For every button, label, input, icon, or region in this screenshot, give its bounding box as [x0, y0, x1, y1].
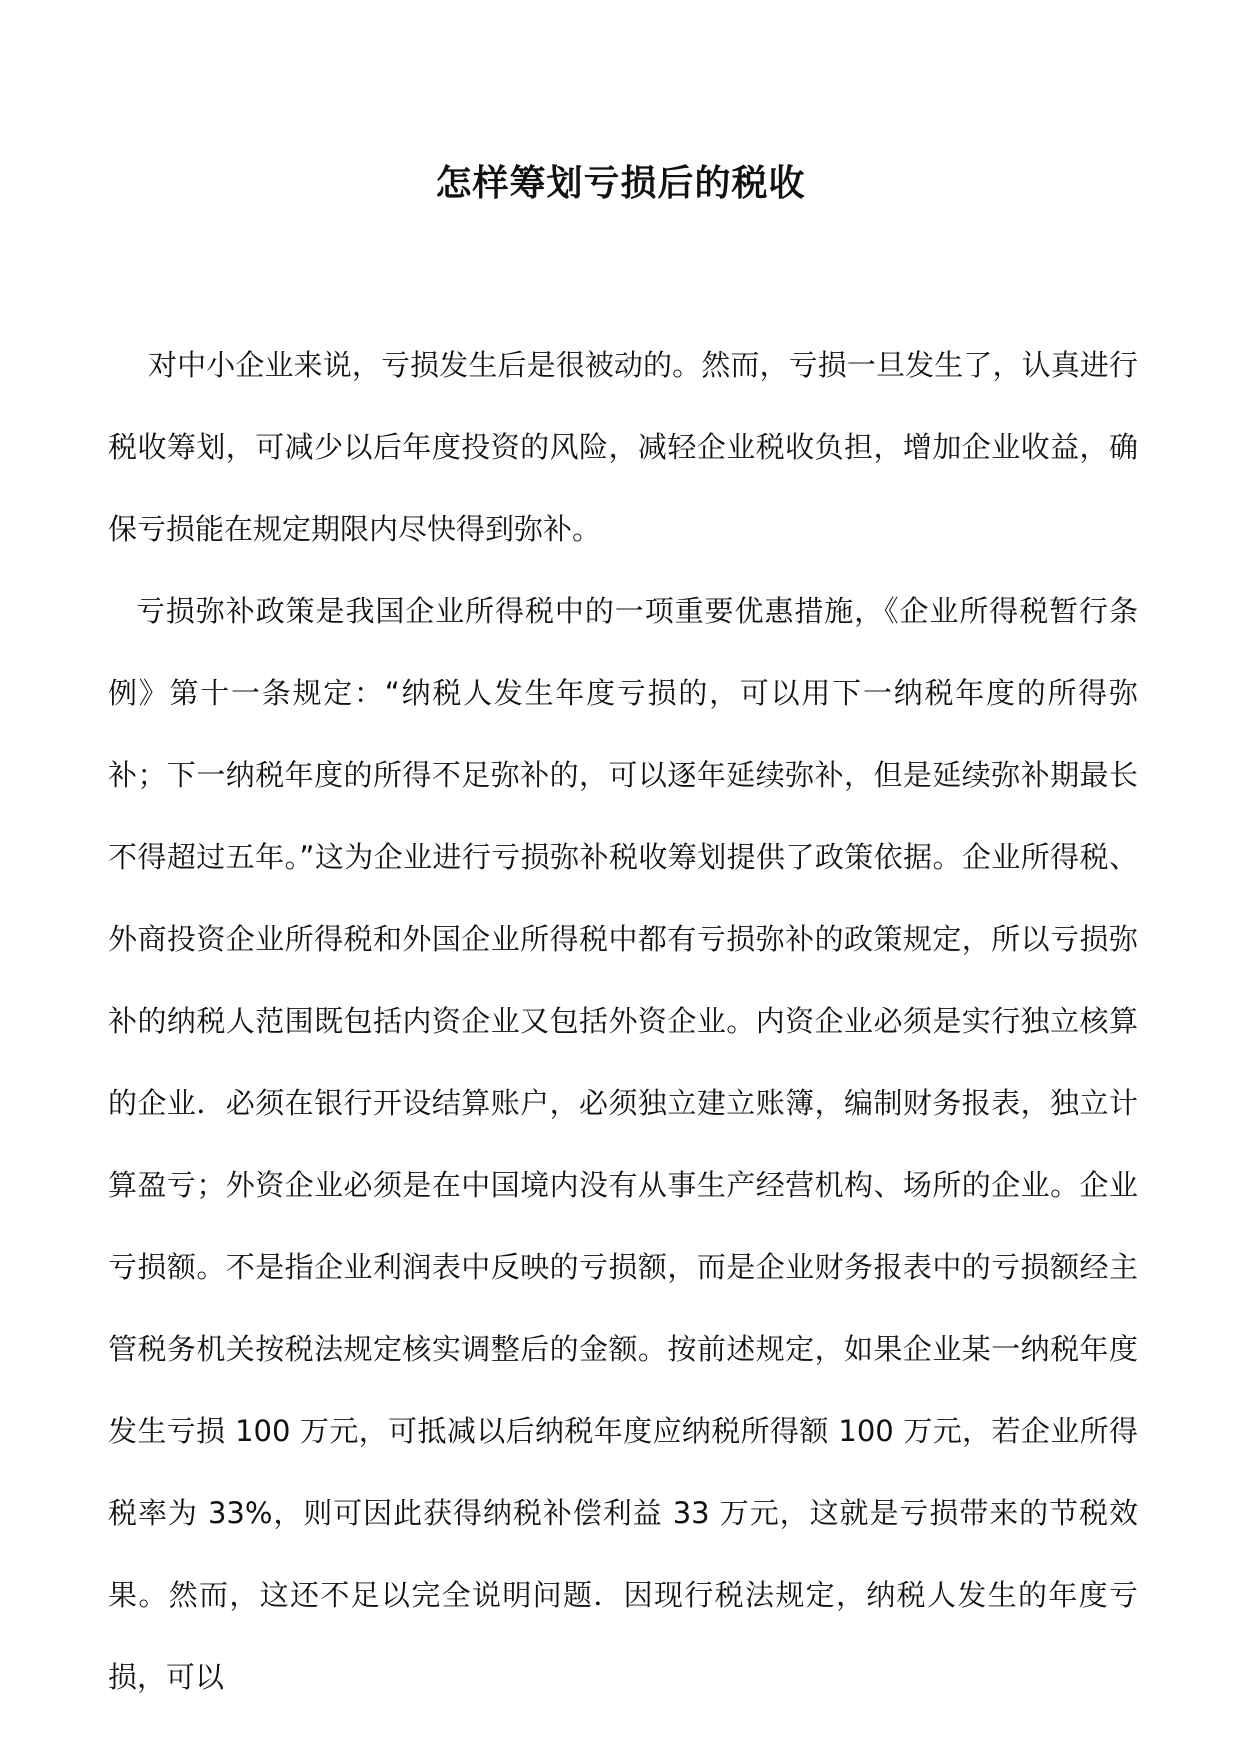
paragraph-intro: 对中小企业来说，亏损发生后是很被动的。然而，亏损一旦发生了，认真进行税收筹划，可减少以后年度投资的风险，减轻企业税收负担，增加企业收益，确保亏损能在规定期限内尽快得到弥补。: [108, 348, 1138, 546]
paragraph-loss-policy: 亏损弥补政策是我国企业所得税中的一项重要优惠措施，《企业所得税暂行条例》第十一条规定：“纳税人发生年度亏损的，可以用下一纳税年度的所得弥补；下一纳税年度的所得不足弥补的，可以逐年延续弥补，但是延续弥补期最长不得超过五年。”这为企业进行亏损弥补税收筹划提供了政策依据。企业所得税、外商投资企业所得税和外国企业所得税中都有亏损弥补的政策规定，所以亏损弥补的纳税人范围既包括内资企业又包括外资企业。内资企业必须是实行独立核算的企业．必须在银行开设结算账户，必须独立建立账簿，编制财务报表，独立计算盈亏；外资企业必须是在中国境内没有从事生产经营机构、场所的企业。企业亏损额。不是指企业利润表中反映的亏损额，而是企业财务报表中的亏损额经主管税务机关按税法规定核实调整后的金额。按前述规定，如果企业某一纳税年度发生亏损 100 万元，可抵减以后纳税年度应纳税所得额 100 万元，若企业所得税率为 33%，则可因此获得纳税补偿利益 33 万元，这就是亏损带来的节税效果。然而，这还不足以完全说明问题．因现行税法规定，纳税人发生的年度亏损，可以: [108, 594, 1138, 1694]
document-title: 怎样筹划亏损后的税收: [435, 162, 806, 204]
